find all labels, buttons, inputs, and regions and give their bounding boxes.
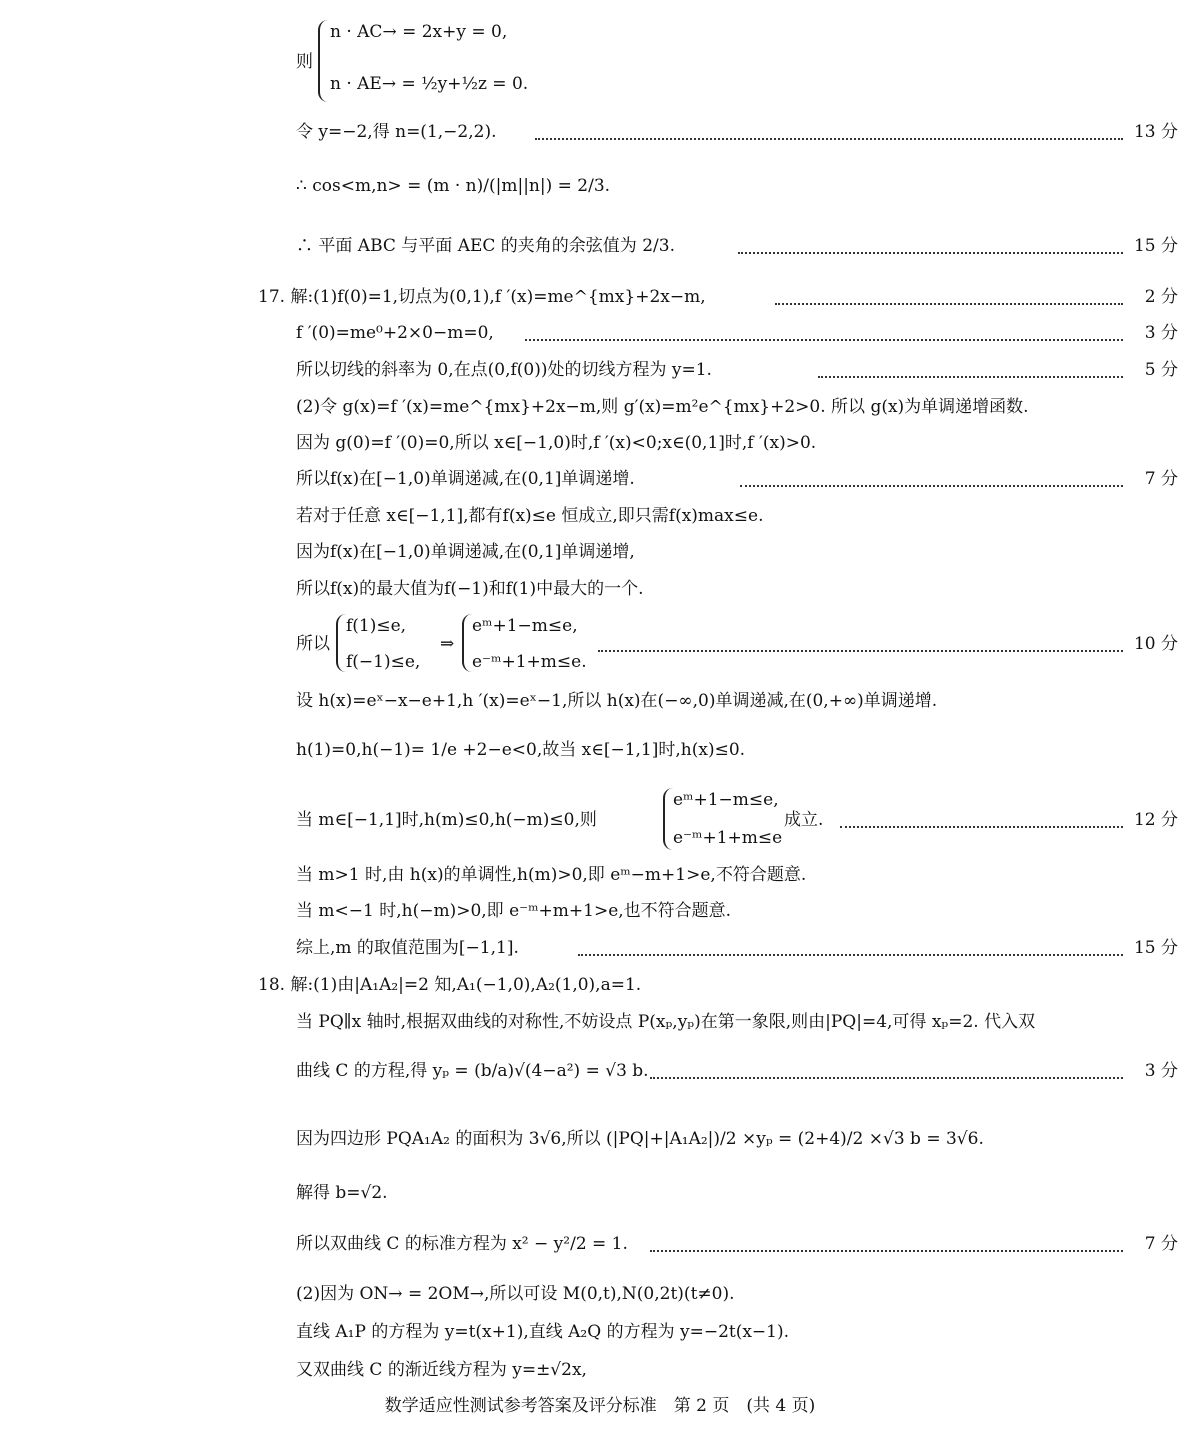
line-l1: 令 y=−2,得 n=(1,−2,2). (296, 122, 497, 142)
leader-dots (525, 339, 1123, 341)
score-12: 12 分 (1133, 810, 1178, 830)
sys2-a1: f(1)≤e, (346, 616, 407, 636)
sys1-line2: n · AE→ = ½y+½z = 0. (330, 74, 529, 94)
line-l9: 所以f(x)在[−1,0)单调递减,在(0,1]单调递增. (296, 469, 635, 489)
leader-dots (740, 485, 1123, 487)
line-l14: h(1)=0,h(−1)= 1/e +2−e<0,故当 x∈[−1,1]时,h(x)≤0. (296, 740, 746, 760)
score-10: 10 分 (1133, 634, 1178, 654)
line-l6: 所以切线的斜率为 0,在点(0,f(0))处的切线方程为 y=1. (296, 360, 712, 380)
sys2-prefix: 所以 (296, 634, 330, 654)
line-l23: 所以双曲线 C 的标准方程为 x² − y²/2 = 1. (296, 1234, 628, 1254)
leader-dots (578, 954, 1123, 956)
leader-dots (738, 252, 1123, 254)
score-15a: 15 分 (1133, 236, 1178, 256)
line-l26: 又双曲线 C 的渐近线方程为 y=±√2x, (296, 1360, 587, 1380)
left-brace (318, 20, 330, 102)
line-l16: 当 m<−1 时,h(−m)>0,即 e⁻ᵐ+m+1>e,也不符合题意. (296, 901, 732, 921)
line-l4: 17. 解:(1)f(0)=1,切点为(0,1),f ′(x)=me^{mx}+2x−m, (258, 287, 706, 307)
line-l20: 曲线 C 的方程,得 yₚ = (b/a)√(4−a²) = √3 b. (296, 1061, 649, 1081)
line-l19: 当 PQ∥x 轴时,根据双曲线的对称性,不妨设点 P(xₚ,yₚ)在第一象限,则由|PQ|=4,可得 xₚ=2. 代入双 (296, 1012, 1036, 1032)
implies-arrow: ⇒ (440, 634, 455, 654)
line-l13: 设 h(x)=eˣ−x−e+1,h ′(x)=eˣ−1,所以 h(x)在(−∞,0)单调递减,在(0,+∞)单调递增. (296, 691, 938, 711)
score-7a: 7 分 (1144, 469, 1178, 489)
line-l3: ∴ 平面 ABC 与平面 AEC 的夹角的余弦值为 2/3. (296, 236, 675, 256)
line-l12: 所以f(x)的最大值为f(−1)和f(1)中最大的一个. (296, 579, 644, 599)
line-l2: ∴ cos<m,n> = (m · n)/(|m||n|) = 2/3. (296, 176, 611, 196)
sys1-line1: n · AC→ = 2x+y = 0, (330, 22, 508, 42)
leader-dots (650, 1250, 1123, 1252)
sys2-a2: f(−1)≤e, (346, 652, 421, 672)
leader-dots (818, 376, 1123, 378)
leader-dots (775, 303, 1123, 305)
line-l17: 综上,m 的取值范围为[−1,1]. (296, 938, 519, 958)
score-15b: 15 分 (1133, 938, 1178, 958)
line-l21: 因为四边形 PQA₁A₂ 的面积为 3√6,所以 (|PQ|+|A₁A₂|)/2 ×yₚ = (2+4)/2 ×√3 b = 3√6. (296, 1129, 984, 1149)
line-l7: (2)令 g(x)=f ′(x)=me^{mx}+2x−m,则 g′(x)=m²e^{mx}+2>0. 所以 g(x)为单调递增函数. (296, 397, 1029, 417)
leader-dots (840, 826, 1123, 828)
score-5: 5 分 (1144, 360, 1178, 380)
line-l8: 因为 g(0)=f ′(0)=0,所以 x∈[−1,0)时,f ′(x)<0;x∈(0,1]时,f ′(x)>0. (296, 433, 817, 453)
sys3-c1: eᵐ+1−m≤e, (673, 790, 779, 810)
sys2-b1: eᵐ+1−m≤e, (472, 616, 578, 636)
leader-dots (650, 1077, 1123, 1079)
score-3b: 3 分 (1144, 1061, 1178, 1081)
line-l15: 当 m>1 时,由 h(x)的单调性,h(m)>0,即 eᵐ−m+1>e,不符合题意. (296, 865, 807, 885)
leader-dots (535, 138, 1123, 140)
sys3-c2: e⁻ᵐ+1+m≤e (673, 828, 783, 848)
sys2-b2: e⁻ᵐ+1+m≤e. (472, 652, 587, 672)
score-7b: 7 分 (1144, 1234, 1178, 1254)
score-13: 13 分 (1133, 122, 1178, 142)
line-l22: 解得 b=√2. (296, 1183, 388, 1203)
line-l25: 直线 A₁P 的方程为 y=t(x+1),直线 A₂Q 的方程为 y=−2t(x−1). (296, 1322, 790, 1342)
line-l18: 18. 解:(1)由|A₁A₂|=2 知,A₁(−1,0),A₂(1,0),a=1. (258, 975, 642, 995)
leader-dots (598, 650, 1123, 652)
line-l5: f ′(0)=me⁰+2×0−m=0, (296, 323, 494, 343)
line-l11: 因为f(x)在[−1,0)单调递减,在(0,1]单调递增, (296, 542, 635, 562)
page-footer: 数学适应性测试参考答案及评分标准 第 2 页 (共 4 页) (384, 1396, 816, 1416)
line-l10: 若对于任意 x∈[−1,1],都有f(x)≤e 恒成立,即只需f(x)max≤e. (296, 506, 764, 526)
sys3-suffix: 成立. (784, 810, 824, 830)
sys1-prefix: 则 (296, 52, 313, 72)
line-l24: (2)因为 ON→ = 2OM→,所以可设 M(0,t),N(0,2t)(t≠0). (296, 1284, 735, 1304)
score-3: 3 分 (1144, 323, 1178, 343)
sys3-prefix: 当 m∈[−1,1]时,h(m)≤0,h(−m)≤0,则 (296, 810, 597, 830)
score-2: 2 分 (1144, 287, 1178, 307)
